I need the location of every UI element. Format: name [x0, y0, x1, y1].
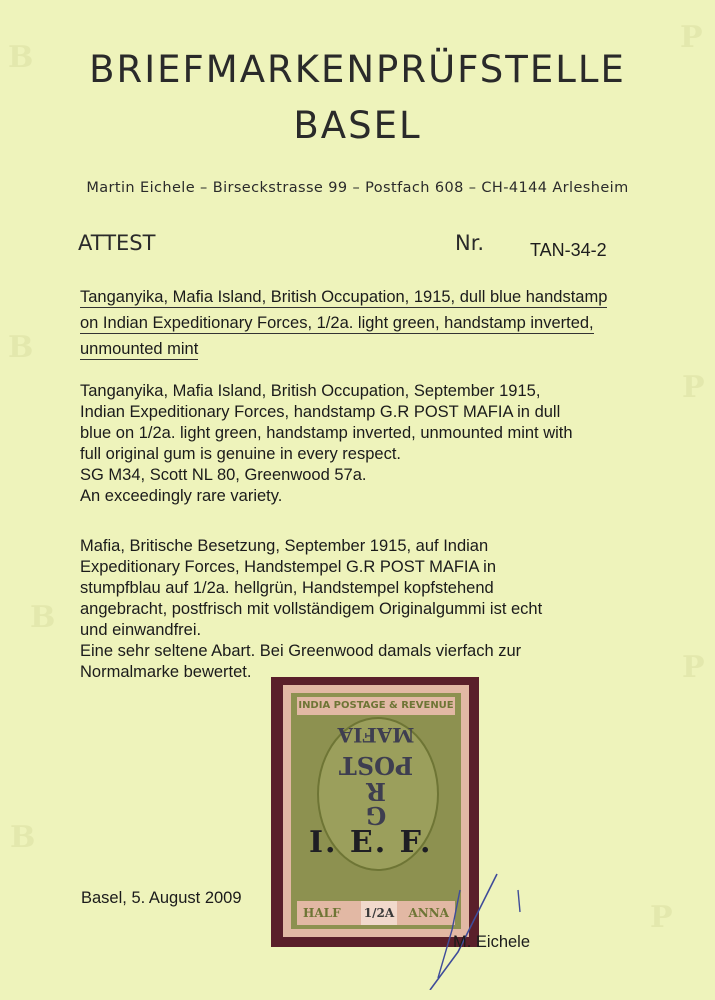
summary-text: unmounted mint — [80, 340, 199, 358]
watermark-letter: B — [8, 330, 34, 365]
attest-label: ATTEST — [78, 231, 156, 255]
english-description — [80, 381, 680, 507]
handwritten-signature — [400, 860, 540, 990]
german-line: Eine sehr seltene Abart. Bei Greenwood damals vierfach zur — [80, 642, 522, 660]
stamp-half-text: HALF — [303, 906, 341, 920]
english-line: blue on 1/2a. light green, handstamp inverted, unmounted mint with — [80, 424, 573, 442]
page-title-line2: BASEL — [293, 104, 422, 147]
summary-line — [80, 310, 690, 336]
english-line: Tanganyika, Mafia Island, British Occupation, September 1915, — [80, 382, 541, 400]
overprint-g: G — [365, 801, 387, 830]
watermark-letter: B — [10, 820, 36, 855]
page-title-line1: BRIEFMARKENPRÜFSTELLE — [89, 48, 626, 91]
summary-line — [80, 336, 690, 362]
german-line: und einwandfrei. — [80, 621, 202, 639]
stamp-value-text: 1/2A — [361, 901, 397, 925]
watermark-letter: P — [682, 650, 705, 685]
watermark-letter: B — [8, 40, 34, 75]
english-line: Indian Expeditionary Forces, handstamp G.R POST MAFIA in dull — [80, 403, 561, 421]
address-line: Martin Eichele – Birseckstrasse 99 – Postfach 608 – CH-4144 Arlesheim — [86, 180, 629, 196]
english-line: An exceedingly rare variety. — [80, 487, 283, 505]
german-line: Expeditionary Forces, Handstempel G.R POST MAFIA in — [80, 558, 497, 576]
signer-name: M. Eichele — [453, 933, 531, 951]
german-line: stumpfblau auf 1/2a. hellgrün, Handstempel kopfstehend — [80, 579, 494, 597]
watermark-letter: P — [650, 900, 673, 935]
summary-text: on Indian Expeditionary Forces, 1/2a. light green, handstamp inverted, — [80, 314, 594, 332]
english-line: full original gum is genuine in every respect. — [80, 445, 402, 463]
german-line: Mafia, Britische Besetzung, September 1915, auf Indian — [80, 537, 489, 555]
place-date: Basel, 5. August 2009 — [81, 889, 242, 907]
german-description — [80, 536, 680, 683]
watermark-letter: B — [30, 600, 56, 635]
overprint-mafia: MAFIA — [337, 723, 415, 747]
stamp-header-text: INDIA POSTAGE & REVENUE — [297, 697, 455, 715]
summary-line — [80, 284, 690, 310]
ief-overprint: I. E. F. — [309, 825, 433, 860]
english-line: SG M34, Scott NL 80, Greenwood 57a. — [80, 466, 367, 484]
nr-label: Nr. — [455, 231, 485, 255]
stamp-anna-text: ANNA — [408, 906, 449, 920]
german-line: angebracht, postfrisch mit vollständigem Originalgummi ist echt — [80, 600, 543, 618]
overprint-r: R — [366, 777, 386, 806]
overprint-post: POST — [338, 751, 414, 780]
summary-text: Tanganyika, Mafia Island, British Occupation, 1915, dull blue handstamp — [80, 288, 608, 306]
watermark-letter: P — [682, 370, 705, 405]
watermark-letter: P — [680, 20, 703, 55]
certificate-number: TAN-34-2 — [530, 240, 607, 260]
german-line: Normalmarke bewertet. — [80, 663, 252, 681]
